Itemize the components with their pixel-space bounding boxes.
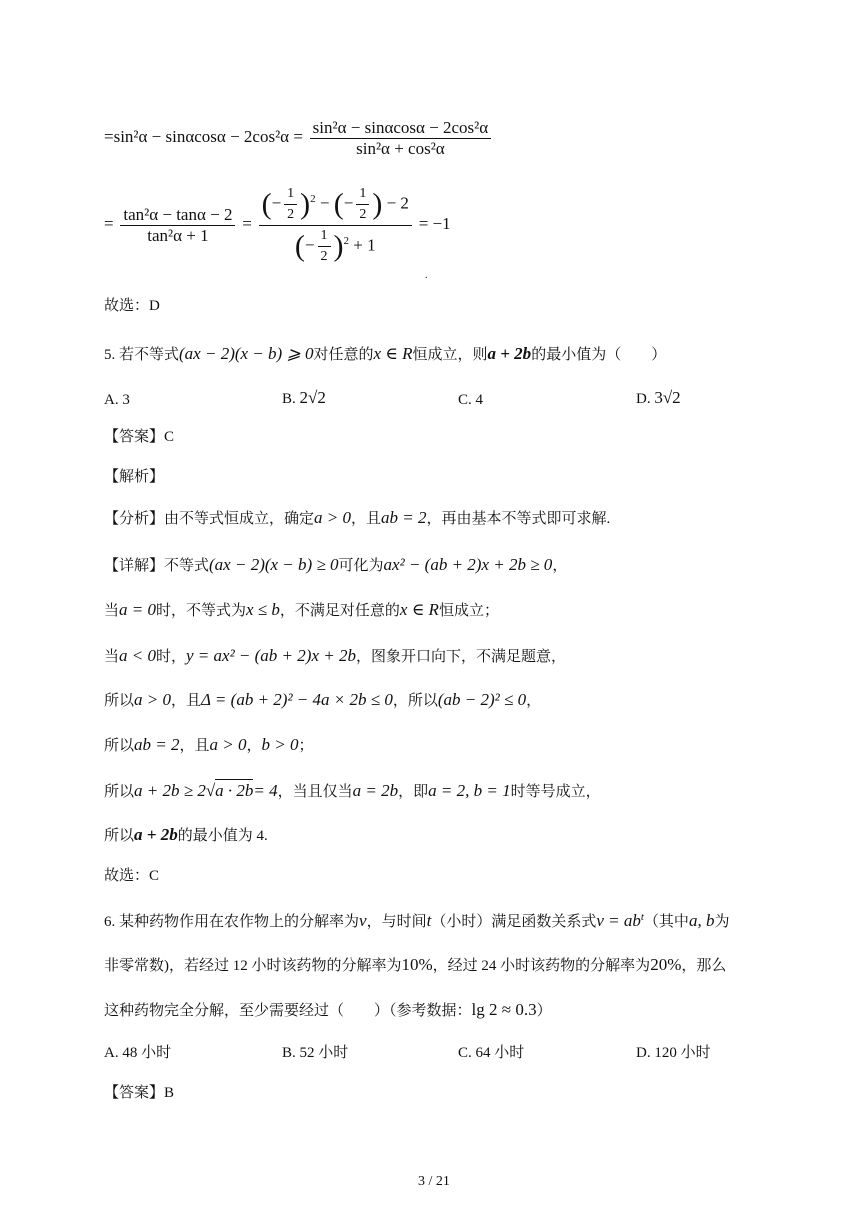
am-gm-line: 所以a + 2b ≥ 2√a · 2b= 4，当且仅当a = 2b，即a = 2, b = 1时等号成立， bbox=[104, 781, 601, 800]
equation-line-1 bbox=[104, 118, 494, 159]
fraction-tan-numerator: tan²α − tanα − 2 bbox=[120, 205, 235, 226]
fraction-substituted-denominator: (− $\frac{1}{2}$ )$^2$ + 1 bbox=[294, 228, 376, 264]
question-6-line-2: 非零常数)，若经过 12 小时该药物的分解率为10%，经过 24 小时该药物的分解率为20%，那么 bbox=[104, 955, 727, 974]
fraction-1 bbox=[310, 118, 492, 159]
analysis-heading: 【解析】 bbox=[104, 469, 165, 485]
q5-option-b: B. 2√2 bbox=[282, 388, 326, 407]
discriminant-line: 所以a > 0，且Δ = (ab + 2)² − 4a × 2b ≤ 0，所以(ab − 2)² ≤ 0， bbox=[104, 690, 542, 709]
fraction-1-numerator: sin²α − sinαcosα − 2cos²α bbox=[310, 118, 492, 139]
fraction-tan-denominator: tan²α + 1 bbox=[147, 226, 209, 245]
ab-equals-2-line: 所以ab = 2，且a > 0，b > 0； bbox=[104, 735, 314, 754]
case-a-zero: 当a = 0时，不等式为x ≤ b，不满足对任意的x ∈ R恒成立； bbox=[104, 600, 499, 619]
q5-inequality: (ax − 2)(x − b) ⩾ 0 bbox=[179, 344, 314, 363]
question-5: 5. 若不等式(ax − 2)(x − b) ⩾ 0对任意的x ∈ R恒成立，则a + 2b的最小值为（ ） bbox=[104, 344, 667, 363]
result-value: = −1 bbox=[418, 213, 451, 233]
fraction-substituted bbox=[259, 184, 412, 267]
q5-option-c: C. 4 bbox=[458, 392, 484, 408]
q5-option-a: A. 3 bbox=[104, 392, 130, 408]
fraction-substituted-numerator: (− $\frac{1}{2}$ )$^2$ − (− $\frac{1}{2}$ ) − 2 bbox=[259, 184, 412, 226]
q6-option-c: C. 64 小时 bbox=[458, 1045, 525, 1061]
answer-6: 【答案】B bbox=[104, 1085, 175, 1101]
fraction-1-denominator: sin²α + cos²α bbox=[356, 139, 445, 158]
question-6-line-3: 这种药物完全分解，至少需要经过（ ）（参考数据：lg 2 ≈ 0.3） bbox=[104, 1000, 552, 1019]
xiangjie-line: 【详解】不等式(ax − 2)(x − b) ≥ 0可化为ax² − (ab + 2)x + 2b ≥ 0， bbox=[104, 555, 568, 574]
min-value-line: 所以a + 2b的最小值为 4. bbox=[104, 825, 268, 844]
equation-line-2: = $\frac{\text{tan²α − tanα − 2}}{\text{tan²α + 1}}$ = (− $\frac{1}{2}$ )$^2$ − (− $\frac{1}{2}$ ) − 2 (− $\frac{1}{2}$ )$^2$ + 1 = −1 bbox=[104, 184, 451, 267]
case-a-negative: 当a < 0时，y = ax² − (ab + 2)x + 2b，图象开口向下，不满足题意， bbox=[104, 646, 566, 665]
fenxi-line: 【分析】由不等式恒成立，确定a > 0，且ab = 2，再由基本不等式即可求解. bbox=[104, 508, 611, 527]
choose-c: 故选：C bbox=[104, 868, 160, 884]
q5-option-d: D. 3√2 bbox=[636, 388, 681, 407]
choose-d: 故选：D bbox=[104, 298, 160, 314]
expansion-expr: =sin²α − sinαcosα − 2cos²α = bbox=[104, 126, 303, 146]
q6-option-b: B. 52 小时 bbox=[282, 1045, 349, 1061]
answer-5: 【答案】C bbox=[104, 429, 175, 445]
page-number: 3 / 21 bbox=[418, 1174, 450, 1189]
q6-option-d: D. 120 小时 bbox=[636, 1045, 711, 1061]
q6-option-a: A. 48 小时 bbox=[104, 1045, 172, 1061]
fraction-tan bbox=[120, 205, 235, 246]
question-6-line-1: 6. 某种药物作用在农作物上的分解率为v，与时间t（小时）满足函数关系式$v = ab^t$（其中a, b为 bbox=[104, 911, 730, 930]
stray-dot: . bbox=[425, 270, 428, 281]
